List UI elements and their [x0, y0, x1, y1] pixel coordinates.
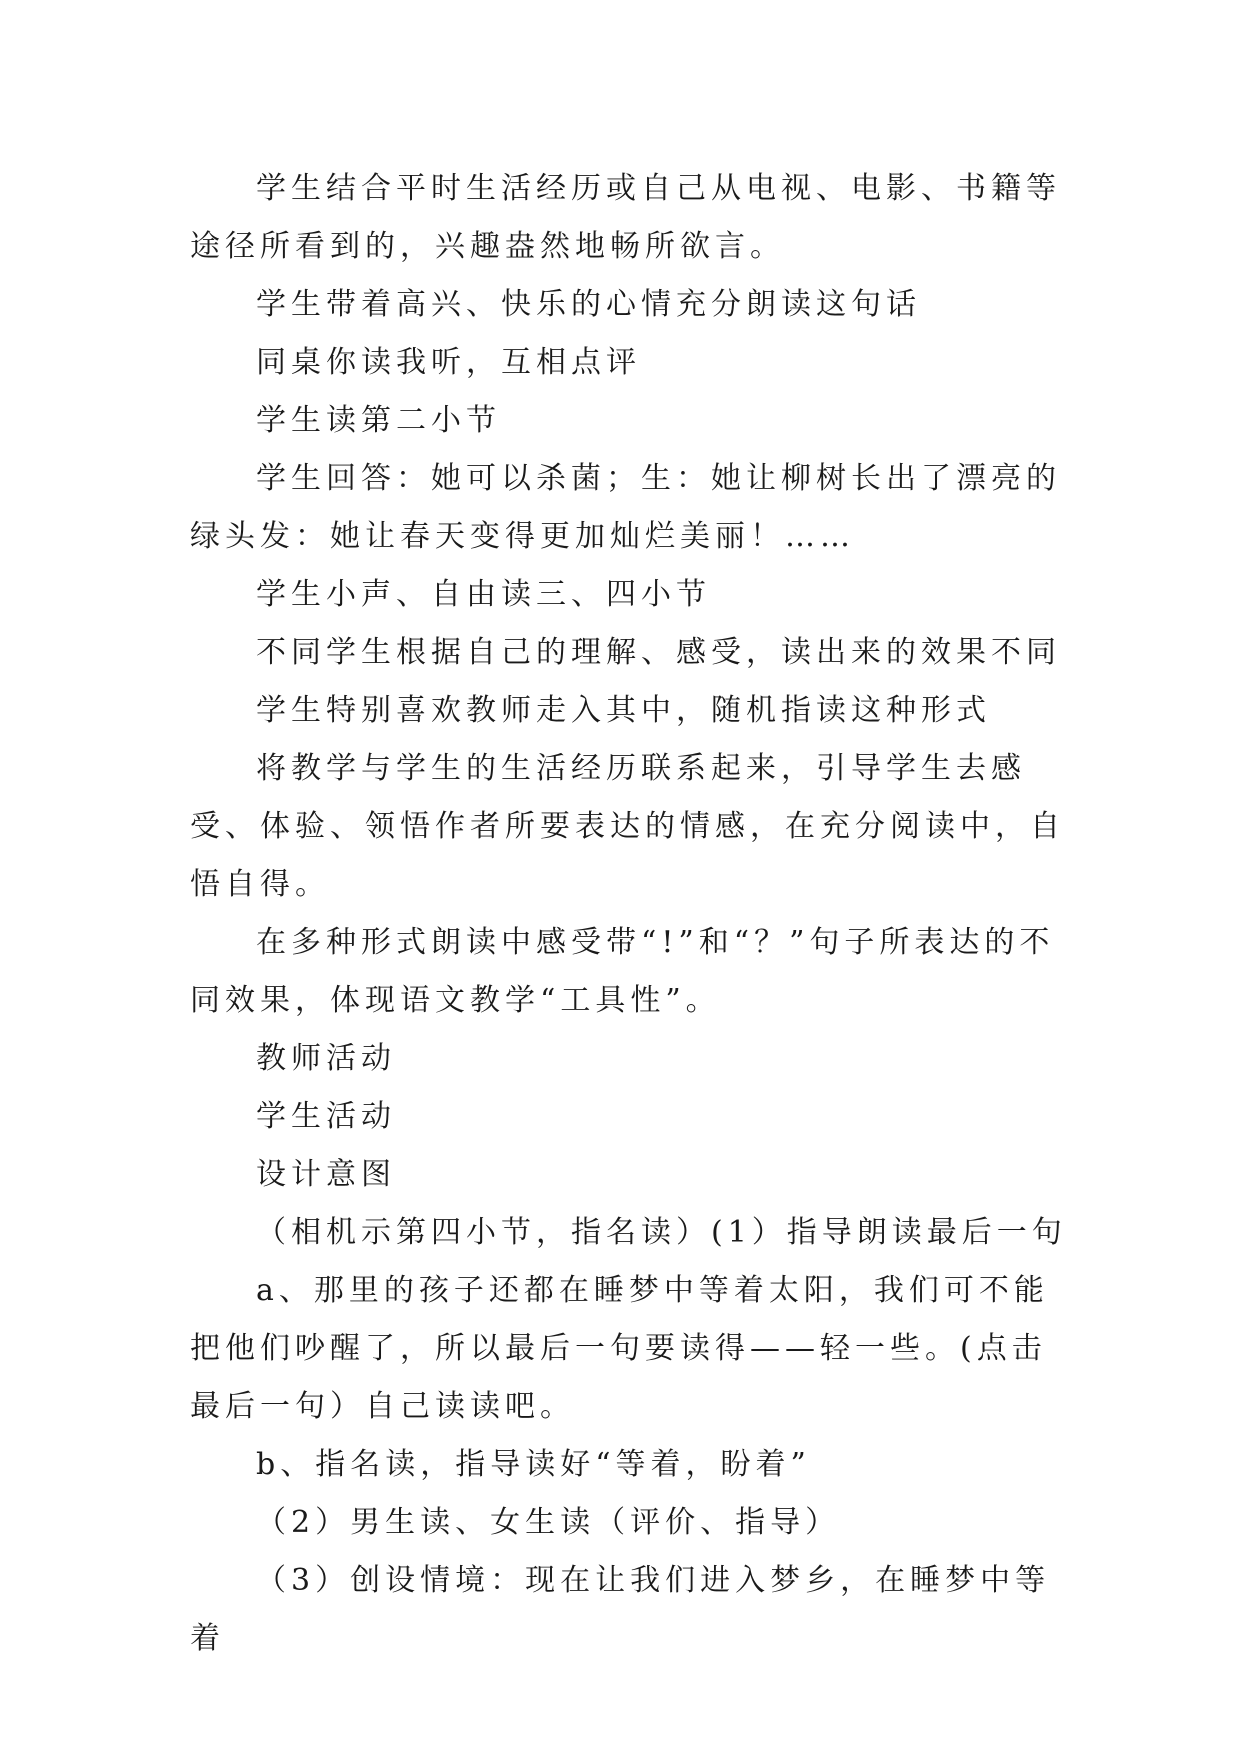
paragraph: 学生小声、自由读三、四小节 — [256, 577, 711, 612]
paragraph: 学生带着高兴、快乐的心情充分朗读这句话 — [256, 287, 921, 322]
paragraph: 在多种形式朗读中感受带“!”和“？”句子所表达的不同效果，体现语文教学“工具性”。 — [190, 925, 1055, 1018]
paragraph: 教师活动 — [256, 1041, 396, 1076]
paragraph: 学生活动 — [256, 1099, 396, 1134]
paragraph: a、那里的孩子还都在睡梦中等着太阳，我们可不能把他们吵醒了，所以最后一句要读得——轻一些。(点击最后一句）自己读读吧。 — [190, 1273, 1049, 1424]
document-body — [190, 160, 1070, 1668]
paragraph: 学生特别喜欢教师走入其中，随机指读这种形式 — [256, 693, 991, 728]
paragraph: 设计意图 — [256, 1157, 396, 1192]
paragraph: 将教学与学生的生活经历联系起来，引导学生去感受、体验、领悟作者所要表达的情感，在充分阅读中，自悟自得。 — [190, 751, 1065, 902]
paragraph: 同桌你读我听，互相点评 — [256, 345, 641, 380]
paragraph: 学生回答：她可以杀菌；生：她让柳树长出了漂亮的绿头发：她让春天变得更加灿烂美丽！…… — [190, 461, 1061, 554]
paragraph: （2）男生读、女生读（评价、指导） — [256, 1505, 841, 1540]
paragraph: 学生结合平时生活经历或自己从电视、电影、书籍等途径所看到的，兴趣盎然地畅所欲言。 — [190, 171, 1061, 264]
paragraph: 学生读第二小节 — [256, 403, 501, 438]
paragraph: （相机示第四小节，指名读）(1）指导朗读最后一句 — [256, 1215, 1067, 1250]
paragraph: （3）创设情境：现在让我们进入梦乡，在睡梦中等着 — [190, 1563, 1051, 1656]
paragraph: 不同学生根据自己的理解、感受，读出来的效果不同 — [256, 635, 1061, 670]
paragraph: b、指名读，指导读好“等着，盼着” — [256, 1447, 811, 1482]
